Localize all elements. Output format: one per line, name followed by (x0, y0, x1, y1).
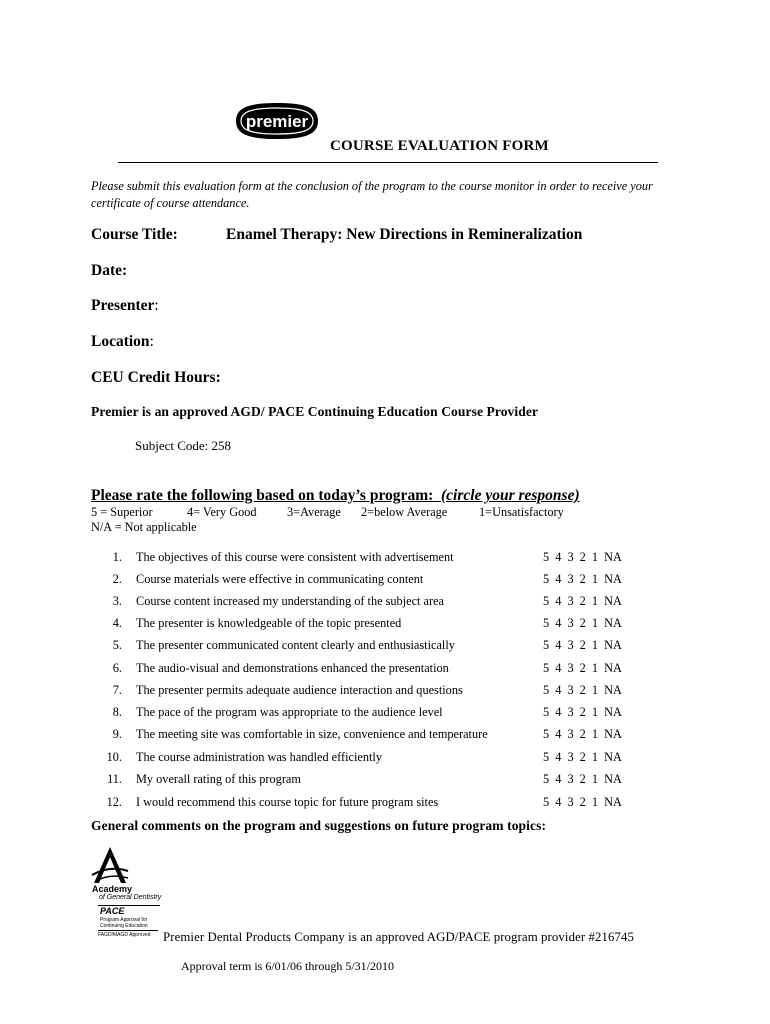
question-number: 10. (106, 750, 122, 764)
scale-not-applicable: N/A = Not applicable (91, 520, 197, 534)
agd-general-dentistry-text: of General Dentistry (99, 894, 162, 901)
question-text: Course content increased my understanding of the subject area (136, 594, 444, 608)
location-label: Location (91, 333, 150, 350)
question-text: The pace of the program was appropriate to the audience level (136, 705, 443, 719)
question-text: The course administration was handled efficiently (136, 750, 382, 764)
question-number: 6. (112, 661, 122, 675)
footer-approval-term: Approval term is 6/01/06 through 5/31/2010 (181, 959, 394, 973)
question-rating-options[interactable]: 5 4 3 2 1 NA (543, 572, 622, 586)
agd-small-text: Continuing Education (100, 923, 148, 929)
question-text: The audio-visual and demonstrations enhanced the presentation (136, 661, 449, 675)
rating-heading-text: Please rate the following based on today’s program: (91, 487, 434, 504)
question-number: 4. (112, 616, 122, 630)
scale-superior: 5 = Superior (91, 505, 153, 519)
question-number: 9. (112, 727, 122, 741)
question-rating-options[interactable]: 5 4 3 2 1 NA (543, 772, 622, 786)
agd-logo-icon (88, 845, 132, 887)
agd-academy-text: Academy (92, 884, 133, 894)
agd-small-text: Program Approval for (100, 917, 148, 923)
ceu-label: CEU Credit Hours: (91, 369, 221, 386)
rating-heading (91, 487, 580, 505)
agd-divider (98, 930, 158, 931)
question-number: 12. (106, 795, 122, 809)
scale-below-average: 2=below Average (361, 505, 448, 519)
question-rating-options[interactable]: 5 4 3 2 1 NA (543, 616, 622, 630)
subject-code: Subject Code: 258 (135, 438, 232, 453)
question-number: 7. (112, 683, 122, 697)
question-text: My overall rating of this program (136, 772, 301, 786)
course-title-label: Course Title: (91, 226, 178, 243)
course-title-value: Enamel Therapy: New Directions in Remineralization (226, 226, 583, 243)
question-rating-options[interactable]: 5 4 3 2 1 NA (543, 795, 622, 809)
agd-pace-text: PACE (100, 906, 125, 916)
question-rating-options[interactable]: 5 4 3 2 1 NA (543, 683, 622, 697)
question-text: The presenter is knowledgeable of the topic presented (136, 616, 402, 630)
question-rating-options[interactable]: 5 4 3 2 1 NA (543, 638, 622, 652)
scale-average: 3=Average (287, 505, 341, 519)
premier-logo (228, 100, 326, 142)
question-number: 11. (107, 772, 122, 786)
logo-text: premier (245, 112, 309, 131)
comments-heading: General comments on the program and suggestions on future program topics: (91, 818, 547, 833)
question-rating-options[interactable]: 5 4 3 2 1 NA (543, 750, 622, 764)
question-rating-options[interactable]: 5 4 3 2 1 NA (543, 727, 622, 741)
title-rule (118, 162, 658, 163)
question-text: I would recommend this course topic for future program sites (136, 795, 439, 809)
question-number: 5. (112, 638, 122, 652)
agd-small-text: FAGD/MAGD Approved (98, 932, 151, 938)
form-title: COURSE EVALUATION FORM (330, 138, 549, 154)
rating-heading-note: (circle your response) (441, 487, 580, 504)
question-rating-options[interactable]: 5 4 3 2 1 NA (543, 705, 622, 719)
location-field (91, 333, 154, 351)
presenter-colon: : (154, 297, 159, 314)
question-text: The meeting site was comfortable in size, convenience and temperature (136, 727, 488, 741)
question-number: 8. (112, 705, 122, 719)
instructions: Please submit this evaluation form at the conclusion of the program to the course monitor in order to receive your certificate of course attendance. (91, 179, 653, 210)
question-text: The objectives of this course were consistent with advertisement (136, 550, 454, 564)
question-text: The presenter permits adequate audience interaction and questions (136, 683, 463, 697)
question-number: 3. (112, 594, 122, 608)
question-rating-options[interactable]: 5 4 3 2 1 NA (543, 661, 622, 675)
presenter-field (91, 297, 159, 315)
date-label: Date: (91, 262, 128, 279)
question-text: Course materials were effective in communicating content (136, 572, 424, 586)
question-number: 2. (112, 572, 122, 586)
scale-unsatisfactory: 1=Unsatisfactory (479, 505, 564, 519)
question-number: 1. (112, 550, 122, 564)
scale-very-good: 4= Very Good (187, 505, 257, 519)
presenter-label: Presenter (91, 297, 155, 314)
provider-statement: Premier is an approved AGD/ PACE Continuing Education Course Provider (91, 404, 539, 419)
question-text: The presenter communicated content clearly and enthusiastically (136, 638, 455, 652)
location-colon: : (149, 333, 154, 350)
question-rating-options[interactable]: 5 4 3 2 1 NA (543, 594, 622, 608)
question-rating-options[interactable]: 5 4 3 2 1 NA (543, 550, 622, 564)
footer-provider-statement: Premier Dental Products Company is an approved AGD/PACE program provider #216745 (163, 930, 634, 944)
